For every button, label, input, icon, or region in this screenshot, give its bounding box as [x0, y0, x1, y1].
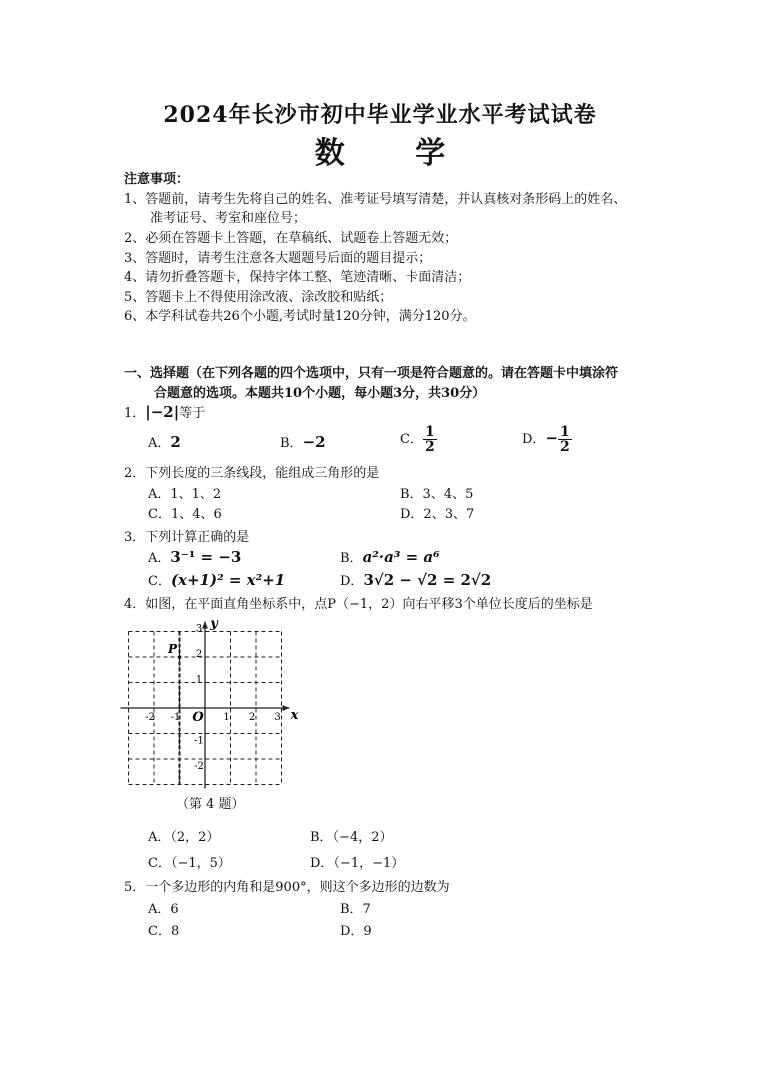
- coordinate-grid-figure: [120, 614, 320, 794]
- option-a: A．6: [148, 902, 179, 917]
- axes: [121, 622, 290, 789]
- x-axis-label: x: [290, 708, 299, 723]
- x-tick-label: 3: [274, 712, 281, 723]
- note-item: 3、答题时，请考生注意各大题题号后面的题目提示；: [124, 251, 432, 266]
- option-d: D．2、3、7: [400, 507, 475, 522]
- option-c: [400, 425, 437, 454]
- option-d: D．− $\frac{1}{2}$: [522, 424, 570, 455]
- option-b: B．（−4，2）: [310, 830, 393, 845]
- option-label: C．: [400, 432, 423, 447]
- abs-expression: |−2|: [145, 403, 180, 421]
- notes-heading: 注意事项：: [124, 172, 190, 187]
- option-a: A．1、1、2: [148, 487, 222, 502]
- note-item: 6、本学科试卷共26个小题,考试时量120分钟，满分120分。: [124, 309, 476, 324]
- y-tick-label: 2: [195, 649, 203, 660]
- option-c: C．1、4、6: [148, 507, 222, 522]
- option-c: C．(x+1)² = x²+1: [148, 571, 286, 589]
- axis-labels: [145, 617, 298, 773]
- option-label: A．: [148, 436, 171, 451]
- y-tick-label: -2: [194, 761, 204, 772]
- option-d: D．（−1，−1）: [310, 856, 405, 871]
- y-tick-label: -1: [194, 735, 204, 747]
- x-axis-arrow: [283, 705, 290, 711]
- option-b: [280, 432, 326, 451]
- option-value: 2: [170, 433, 181, 451]
- x-tick-label: 2: [248, 712, 256, 723]
- note-item: 1、答题前，请考生先将自己的姓名、准考证号填写清楚，并认真核对条形码上的姓名、: [124, 192, 627, 207]
- question-number: 1．: [124, 406, 146, 421]
- question-3: 3．下列计算正确的是: [124, 530, 250, 545]
- option-d: D．3√2 − √2 = 2√2: [340, 571, 492, 589]
- option-c: C．（−1，5）: [148, 856, 231, 871]
- question-5: 5．一个多边形的内角和是900°，则这个多边形的边数为: [124, 880, 450, 895]
- section-heading: 一、选择题（在下列各题的四个选项中，只有一项是符合题意的。请在答题卡中填涂符: [124, 366, 619, 381]
- exam-title: 2024年长沙市初中毕业学业水平考试试卷: [163, 102, 597, 128]
- note-item: 2、必须在答题卡上答题，在草稿纸、试题卷上答题无效；: [124, 231, 458, 246]
- figure-caption: （第 4 题）: [176, 797, 245, 812]
- option-a: A．3⁻¹ = −3: [148, 548, 242, 566]
- point-label: P: [167, 642, 178, 656]
- option-a: [148, 432, 181, 451]
- option-b: B．7: [340, 902, 371, 917]
- fraction: $\frac{1}{2}$: [560, 424, 570, 455]
- x-tick-label: 1: [223, 712, 230, 723]
- y-tick-label: 1: [195, 674, 203, 686]
- y-axis-label: y: [210, 616, 218, 632]
- exam-subject: 数 学: [314, 136, 476, 171]
- question-4: 4．如图，在平面直角坐标系中，点P（−1，2）向右平移3个单位长度后的坐标是: [124, 597, 593, 612]
- option-label: B．: [280, 436, 303, 451]
- option-b: B．3、4、5: [400, 487, 474, 502]
- section-heading-cont: 合题意的选项。本题共10个小题，每小题3分，共30分）: [154, 386, 486, 401]
- note-item: 5、答题卡上不得使用涂改液、涂改胶和贴纸；: [124, 290, 393, 305]
- y-tick-label: 3: [195, 623, 203, 635]
- option-a: A．（2，2）: [148, 830, 220, 845]
- option-d: D．9: [340, 924, 372, 939]
- note-item: 4、请勿折叠答题卡，保持字体工整、笔迹清晰、卡面清洁；: [124, 270, 471, 285]
- point-p: [178, 655, 182, 659]
- x-tick-label: -1: [170, 712, 181, 723]
- question-2: 2．下列长度的三条线段，能组成三角形的是: [124, 466, 380, 481]
- origin-label: O: [192, 710, 204, 725]
- option-c: C．8: [148, 924, 180, 939]
- question-1: [124, 402, 205, 421]
- option-value: −2: [302, 433, 326, 451]
- x-tick-label: -2: [145, 712, 155, 723]
- fraction: $\frac{1}{2}$: [424, 424, 435, 455]
- question-stem: 等于: [179, 406, 206, 421]
- note-item: 准考证号、考室和座位号；: [150, 211, 307, 226]
- y-axis-arrow: [202, 622, 208, 629]
- option-label: D．: [522, 432, 546, 447]
- option-b: B．a²·a³ = a⁶: [340, 548, 440, 566]
